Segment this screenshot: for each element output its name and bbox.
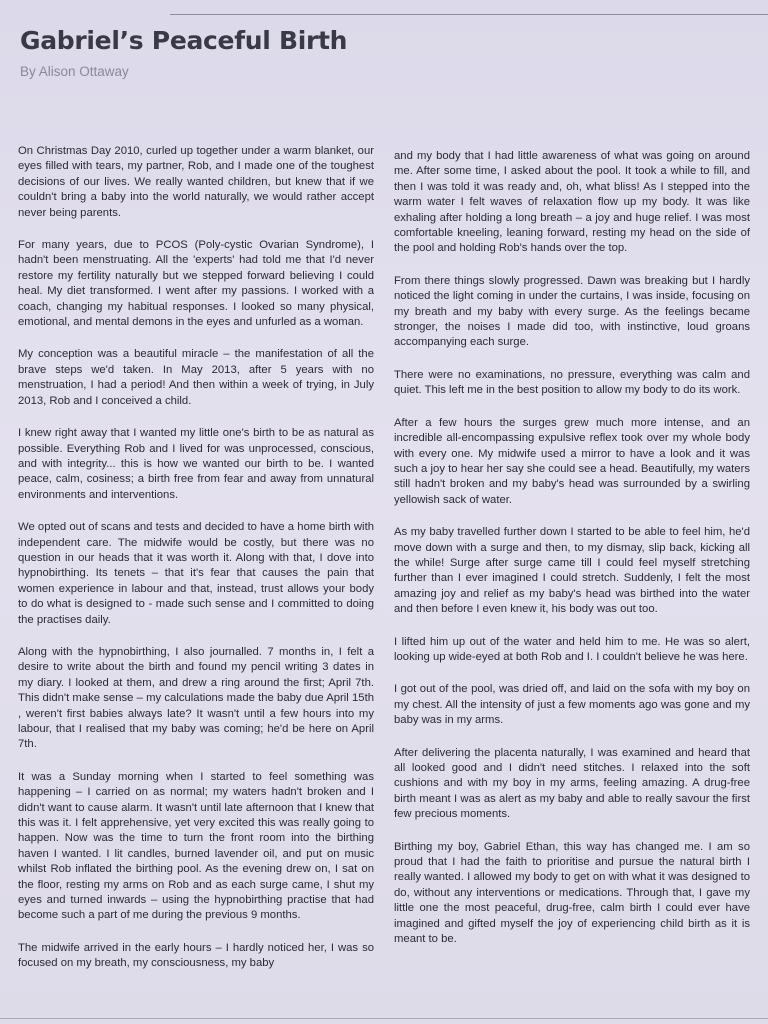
- paragraph: After a few hours the surges grew much more intense, and an incredible all-encompassing expulsive reflex took over my whole body with every one. My midwife used a mirror to have a look and it was such a joy to hear her say she could see a head. Beautifully, my waters still hadn't broken and my baby's head was surrounded by a swirling yellowish sack of water.: [394, 416, 750, 506]
- right-column: [394, 149, 750, 964]
- paragraph: From there things slowly progressed. Dawn was breaking but I hardly noticed the light coming in under the curtains, I was inside, focusing on my breath and my baby with every surge. As the feelings became stronger, the noises I made did too, with instinctive, loud groans accompanying each surge.: [394, 274, 750, 349]
- paragraph: and my body that I had little awareness of what was going on around me. After some time, I asked about the pool. It took a while to fill, and then I was told it was ready and, oh, what bliss! As I stepped into the warm water I felt waves of relaxation flow up my body. It was like exhaling after holding a long breath – a joy and huge relief. I was most comfortable kneeling, leaning forward, resting my head on the side of the pool and holding Rob's hands over the top.: [394, 150, 750, 255]
- paragraph: My conception was a beautiful miracle – the manifestation of all the brave steps we'd taken. In May 2013, after 5 years with no menstruation, I had a period! And then within a week of trying, in July 2013, Rob and I conceived a child.: [18, 348, 374, 407]
- paragraph: There were no examinations, no pressure, everything was calm and quiet. This left me in the best position to allow my body to do its work.: [394, 368, 750, 397]
- paragraph: As my baby travelled further down I started to be able to feel him, he'd move down with a surge and then, to my dismay, slip back, kicking all the while! Surge after surge came till I could feel myself stretching further than I ever imagined I could stretch. Suddenly, I felt the most amazing joy and relief as my baby's head was birthed into the water and then before I even knew it, his body was out too.: [394, 526, 750, 616]
- paragraph: The midwife arrived in the early hours – I hardly noticed her, I was so focused on my breath, my consciousness, my baby: [18, 941, 374, 970]
- paragraph: Birthing my boy, Gabriel Ethan, this way has changed me. I am so proud that I had the faith to prioritise and pursue the natural birth I really wanted. I allowed my body to get on with what it was designed to do, without any interventions or medications. Through that, I gave my little one the most peaceful, drug-free, calm birth I could ever have imagined and gifted myself the joy of experiencing child birth as it is meant to be.: [394, 840, 750, 946]
- paragraph: Along with the hypnobirthing, I also journalled. 7 months in, I felt a desire to write about the birth and found my pencil writing 3 dates in my diary. I looked at them, and drew a ring around the first; April 7th. This didn't make sense – my calculations made the baby due April 15th , weren't first babies always late? It wasn't until a few hours into my labour, that I realised that my baby was coming; he'd be here on April 7th.: [18, 645, 374, 751]
- paragraph: On Christmas Day 2010, curled up together under a warm blanket, our eyes filled with tears, my partner, Rob, and I made one of the toughest decisions of our lives. We really wanted children, but knew that if we couldn't bring a baby into the world naturally, we would rather accept never being parents.: [18, 145, 374, 219]
- paragraph: I got out of the pool, was dried off, and laid on the sofa with my boy on my chest. All the intensity of just a few moments ago was gone and my baby was in my arms.: [394, 683, 750, 727]
- paragraph: I lifted him up out of the water and held him to me. He was so alert, looking up wide-eyed at both Rob and I. I couldn't believe he was here.: [394, 635, 750, 663]
- paragraph: I knew right away that I wanted my little one's birth to be as natural as possible. Everything Rob and I lived for was unprocessed, conscious, and with integrity... this is how we wanted our birth to be. I wanted peace, calm, cosiness; a birth free from fear and away from unnatural environments and interventions.: [18, 427, 374, 501]
- left-column: [18, 144, 374, 989]
- article-title: Gabriel’s Peaceful Birth: [20, 26, 348, 55]
- article-byline: By Alison Ottaway: [20, 64, 129, 79]
- paragraph: We opted out of scans and tests and decided to have a home birth with independent care. The midwife would be costly, but there was no question in our heads that it was worth it. Along with that, I dove into hypnobirthing. Its tenets – that it's fear that causes the pain that women experience in labour and that, instead, trust allows your body to do what is designed to - made such sense and I committed to doing the practises daily.: [18, 521, 374, 626]
- paragraph: It was a Sunday morning when I started to feel something was happening – I carried on as normal; my waters hadn't broken and I didn't want to cause alarm. It wasn't until late afternoon that I knew that this was it. I felt apprehensive, yet very excited this was really going to happen. Now was the time to turn the front room into the birthing haven I wanted. I lit candles, burned lavender oil, and put on music whilst Rob inflated the birthing pool. As the evening drew on, I sat on the floor, resting my arms on Rob and as each surge came, I shut my eyes and turned inwards – using the hypnobirthing practise that had become such a part of me during the previous 9 months.: [18, 770, 374, 922]
- paragraph: For many years, due to PCOS (Poly-cystic Ovarian Syndrome), I hadn't been menstruating. All the 'experts' had told me that I'd never restore my fertility naturally but we stepped forward believing I could heal. My diet transformed. I went after my passions. I worked with a coach, changing my habitual responses. I looked so many physical, emotional, and mental demons in the eyes and unfurled as a woman.: [18, 239, 374, 329]
- paragraph: After delivering the placenta naturally, I was examined and heard that all looked good and I didn't need stitches. I relaxed into the soft cushions and with my boy in my arms, feeling amazing. A drug-free birth meant I was as alert as my baby and able to really savour the first few precious moments.: [394, 746, 750, 821]
- header-divider: [170, 14, 768, 15]
- footer-divider: [0, 1018, 768, 1019]
